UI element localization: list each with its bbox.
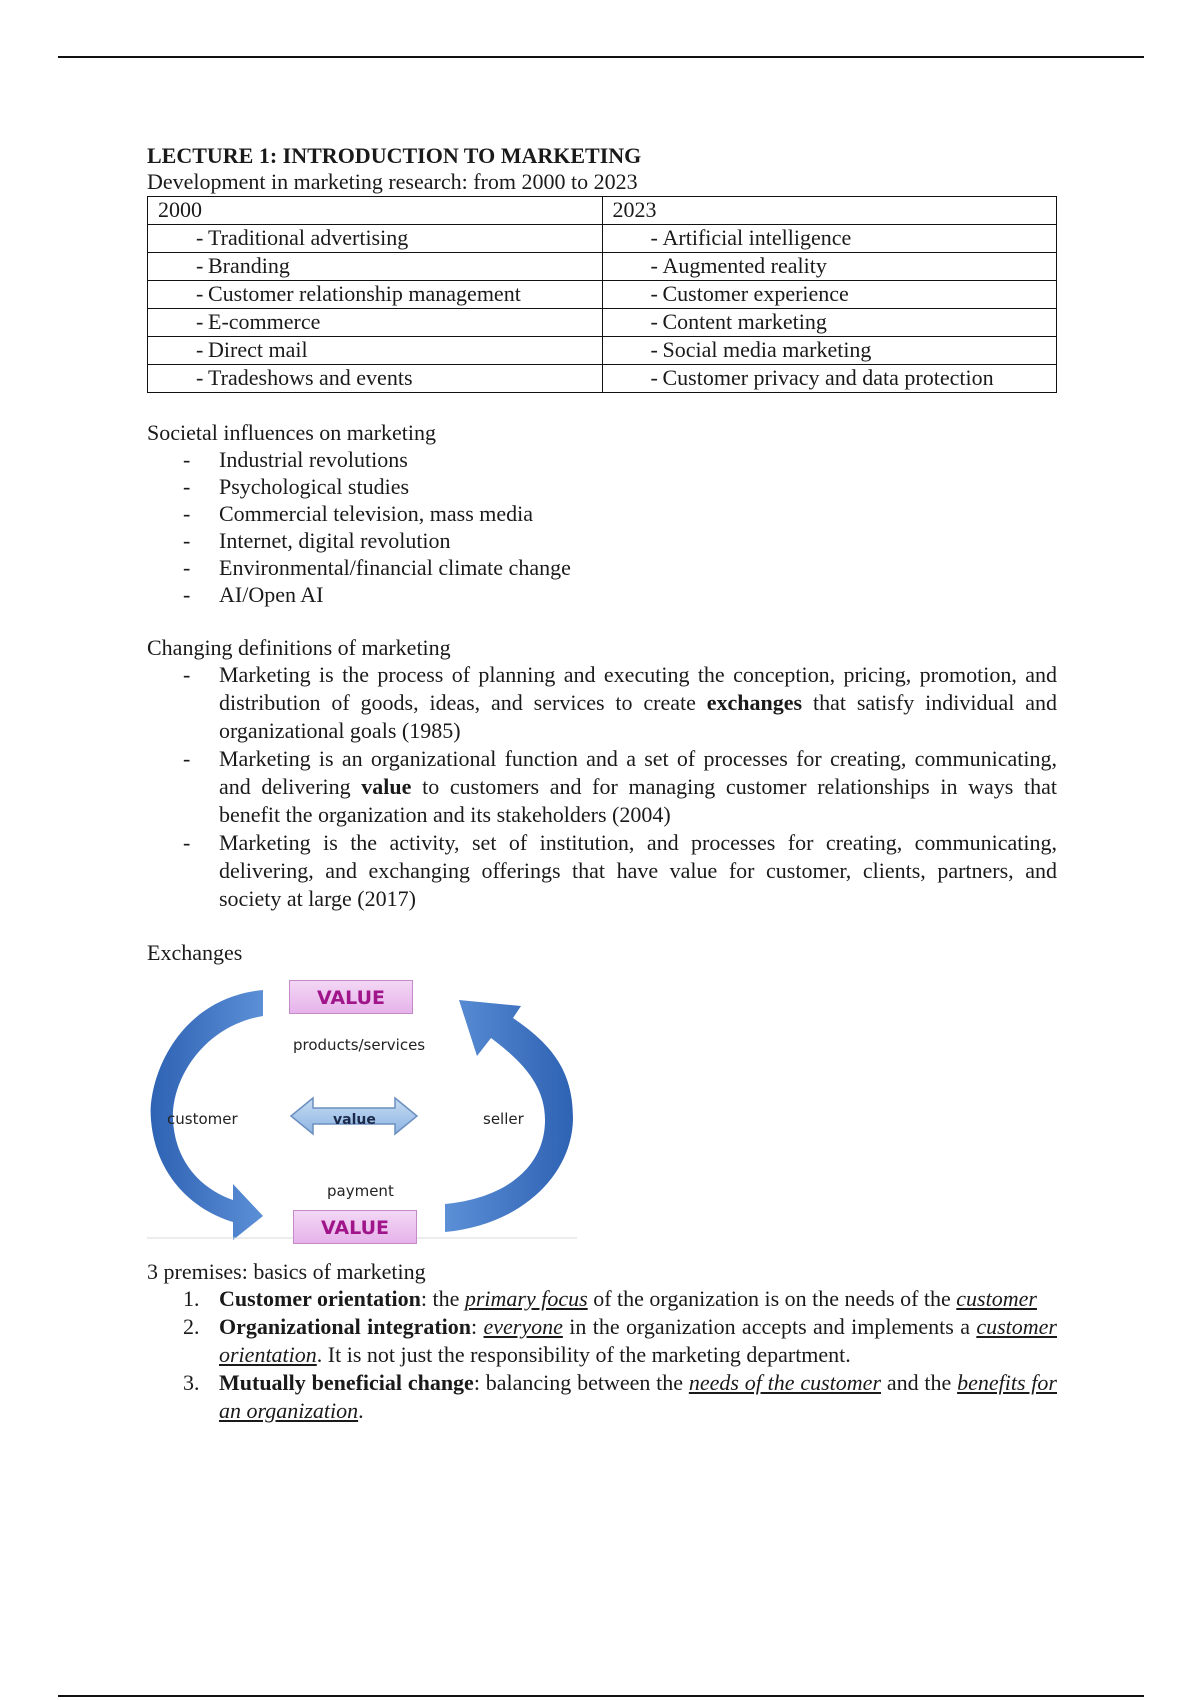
cell-text: Traditional advertising — [208, 225, 409, 250]
table-cell — [602, 309, 1057, 337]
table-cell — [148, 281, 603, 309]
premises-heading: 3 premises: basics of marketing — [147, 1259, 426, 1284]
header-rule — [58, 56, 1144, 58]
cell-text: Augmented reality — [662, 253, 827, 278]
premise-part: : — [471, 1314, 484, 1339]
dash-marker: - — [196, 365, 204, 390]
definition-part: that satisfy individual and organizational goals (1985) — [219, 690, 1057, 743]
list-number: 3. — [183, 1370, 200, 1395]
premises-list — [147, 1285, 1057, 1425]
cell-text: Customer experience — [662, 281, 849, 306]
dash-marker: - — [650, 337, 658, 362]
dash-marker: - — [183, 555, 191, 580]
list-item-text: Psychological studies — [219, 474, 410, 499]
premise-text — [219, 1369, 1057, 1425]
table-row — [148, 309, 1057, 337]
definition-text — [219, 661, 1057, 745]
list-item — [147, 1285, 1057, 1313]
table-header-row — [148, 197, 1057, 225]
table-header-cell: 2000 — [148, 197, 603, 225]
dash-marker: - — [196, 309, 204, 334]
lecture-title: LECTURE 1: INTRODUCTION TO MARKETING — [147, 143, 642, 168]
development-table — [147, 196, 1057, 393]
table-cell — [602, 337, 1057, 365]
societal-heading: Societal influences on marketing — [147, 420, 436, 445]
value-box-bottom: VALUE — [293, 1210, 417, 1244]
definition-part: to customers and for managing customer relationships in ways that benefit the organization and its stakeholders (2004) — [219, 774, 1057, 827]
definition-part: Marketing is an organizational function and a set of processes for creating, communicating, and delivering — [219, 746, 1057, 799]
value-arrow-label: value — [333, 1112, 376, 1128]
premise-text — [219, 1313, 1057, 1369]
table-cell — [148, 225, 603, 253]
payment-label: payment — [327, 1182, 394, 1200]
dash-marker: - — [196, 253, 204, 278]
dash-marker: - — [183, 474, 191, 499]
products-services-label: products/services — [293, 1036, 426, 1054]
customer-label: customer — [167, 1110, 238, 1128]
premise-emphasis: benefits for an organization — [219, 1370, 1057, 1423]
table-cell — [148, 253, 603, 281]
cell-text: Content marketing — [662, 309, 827, 334]
dash-marker: - — [650, 309, 658, 334]
cell-text: Artificial intelligence — [662, 225, 852, 250]
definition-text — [219, 829, 1057, 913]
list-item — [147, 745, 1057, 829]
premise-emphasis: needs of the customer — [688, 1370, 882, 1395]
list-item — [147, 500, 1057, 527]
list-item — [147, 829, 1057, 913]
cell-text: Branding — [208, 253, 290, 278]
premise-term: Organizational integration — [219, 1314, 472, 1339]
list-item — [147, 581, 1057, 608]
list-number: 2. — [183, 1314, 200, 1339]
cell-text: Social media marketing — [662, 337, 872, 362]
seller-label: seller — [483, 1110, 524, 1128]
cell-text: Customer privacy and data protection — [662, 365, 994, 390]
premise-text — [219, 1285, 1057, 1313]
definitions-list — [147, 661, 1057, 913]
dash-marker: - — [183, 501, 191, 526]
premise-term: Mutually beneficial change — [219, 1370, 474, 1395]
dash-marker: - — [650, 253, 658, 278]
table-row — [148, 253, 1057, 281]
dash-marker: - — [650, 281, 658, 306]
dash-marker: - — [650, 365, 658, 390]
table-cell — [602, 365, 1057, 393]
premise-part: of the organization is on the needs of the — [587, 1286, 957, 1311]
cell-text: Customer relationship management — [208, 281, 521, 306]
table-row — [148, 365, 1057, 393]
list-item-text: Environmental/financial climate change — [219, 555, 571, 580]
list-item — [147, 527, 1057, 554]
list-item — [147, 1313, 1057, 1369]
premise-emphasis: customer orientation — [219, 1314, 1057, 1367]
definition-part: Marketing is the process of planning and executing the conception, pricing, promotion, and distribution of goods, ideas, and services to create — [219, 662, 1057, 715]
list-item — [147, 1369, 1057, 1425]
list-item-text: AI/Open AI — [219, 582, 324, 607]
premise-term: Customer orientation — [219, 1286, 421, 1311]
table-row — [148, 281, 1057, 309]
dash-marker: - — [196, 337, 204, 362]
table-row — [148, 337, 1057, 365]
dash-marker: - — [196, 225, 204, 250]
definition-keyword: value — [361, 774, 412, 799]
list-item-text: Industrial revolutions — [219, 447, 408, 472]
definition-part: Marketing is the activity, set of institution, and processes for creating, communicating, delivering, and exchanging offerings that have value for customer, clients, partners, and society at large (2017) — [219, 830, 1057, 911]
premise-part: . It is not just the responsibility of the marketing department. — [316, 1342, 851, 1367]
cell-text: Tradeshows and events — [208, 365, 413, 390]
dash-marker: - — [183, 830, 191, 855]
value-box-top: VALUE — [289, 980, 413, 1014]
premise-part: : balancing between the — [473, 1370, 689, 1395]
premise-emphasis: primary focus — [464, 1286, 588, 1311]
list-item — [147, 473, 1057, 500]
table-cell — [148, 309, 603, 337]
cell-text: E-commerce — [208, 309, 321, 334]
premise-part: : the — [420, 1286, 465, 1311]
table-cell — [148, 365, 603, 393]
dash-marker: - — [183, 662, 191, 687]
footer-rule — [58, 1695, 1144, 1697]
premise-emphasis: customer — [956, 1286, 1037, 1311]
premise-emphasis: everyone — [483, 1314, 563, 1339]
list-item-text: Commercial television, mass media — [219, 501, 534, 526]
dash-marker: - — [183, 447, 191, 472]
list-number: 1. — [183, 1286, 200, 1311]
table-row — [148, 225, 1057, 253]
dash-marker: - — [650, 225, 658, 250]
definition-text — [219, 745, 1057, 829]
list-item — [147, 661, 1057, 745]
cell-text: Direct mail — [208, 337, 308, 362]
document-body — [147, 143, 1057, 1425]
table-cell — [602, 253, 1057, 281]
table-cell — [602, 225, 1057, 253]
table-header-cell: 2023 — [602, 197, 1057, 225]
premise-part: and the — [881, 1370, 958, 1395]
premise-part: in the organization accepts and implements a — [562, 1314, 977, 1339]
exchanges-heading: Exchanges — [147, 940, 243, 965]
definitions-heading: Changing definitions of marketing — [147, 635, 451, 660]
table-cell — [148, 337, 603, 365]
dash-marker: - — [183, 528, 191, 553]
dash-marker: - — [183, 582, 191, 607]
table-cell — [602, 281, 1057, 309]
dash-marker: - — [183, 746, 191, 771]
definition-keyword: exchanges — [706, 690, 803, 715]
dash-marker: - — [196, 281, 204, 306]
premise-part: . — [358, 1398, 364, 1423]
exchanges-diagram — [147, 970, 577, 1250]
table-caption: Development in marketing research: from 2000 to 2023 — [147, 169, 638, 194]
list-item-text: Internet, digital revolution — [219, 528, 451, 553]
societal-list — [147, 446, 1057, 608]
list-item — [147, 446, 1057, 473]
list-item — [147, 554, 1057, 581]
